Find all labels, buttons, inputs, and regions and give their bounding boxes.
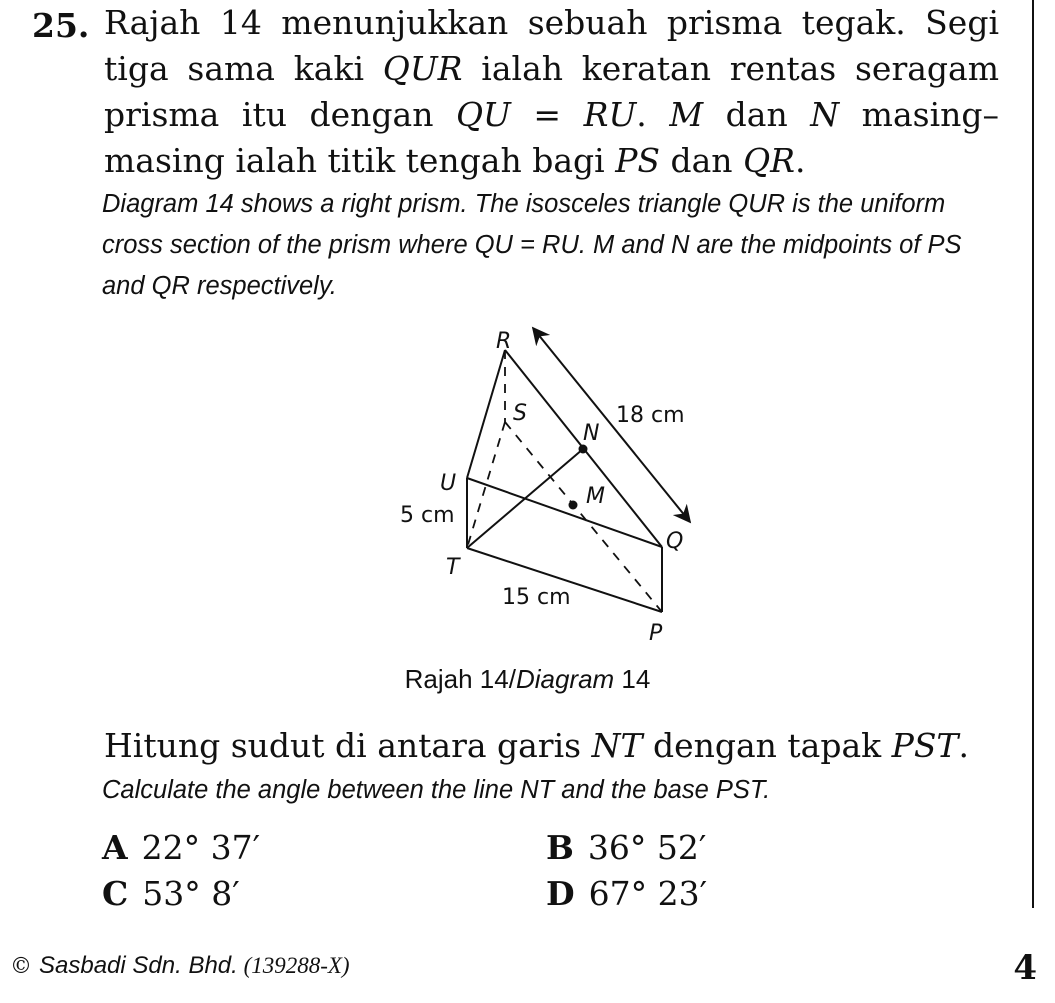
page-margin-rule [1032,0,1034,908]
label-R: R [496,329,512,354]
option-c[interactable] [102,874,240,913]
option-value: 53° 8′ [142,874,240,913]
question-text-malay: Rajah 14 menunjukkan sebuah prisma tegak. Segi tiga sama kaki QUR ialah keratan rentas seragam prisma itu dengan QU = RU. M dan N masing–masing ialah titik tengah bagi PS dan QR. [104,3,999,180]
page-number: 4 [1013,948,1037,988]
point-M-dot [569,501,578,510]
option-value: 67° 23′ [588,874,708,913]
copyright-notice: © Sasbadi Sdn. Bhd. (139288-X) [10,952,350,979]
label-S: S [513,401,527,426]
label-Q: Q [666,529,684,554]
option-letter: C [102,874,129,913]
option-letter: D [546,874,575,913]
label-15cm: 15 cm [502,585,571,610]
option-b[interactable] [546,828,706,867]
option-value: 36° 52′ [587,828,707,867]
question-prompt-english: Calculate the angle between the line NT and the base PST. [102,776,771,804]
label-5cm: 5 cm [400,503,455,528]
option-letter: A [102,828,128,867]
label-U: U [440,471,457,496]
diagram-caption: Rajah 14/Diagram 14 [404,664,651,694]
prism-diagram [380,318,720,658]
question-prompt-malay: Hitung sudut di antara garis NT dengan tapak PST. [104,726,969,765]
label-P: P [649,621,663,646]
option-d[interactable] [546,874,707,913]
edge-UQ [467,478,662,547]
label-T: T [446,555,460,580]
label-18cm: 18 cm [616,403,685,428]
question-text-english: Diagram 14 shows a right prism. The isosceles triangle QUR is the uniform cross section of the prism where QU = RU. M and N are the midpoints of PS and QR respectively. [102,190,962,300]
edge-RU [467,350,505,478]
label-N: N [583,421,600,446]
option-value: 22° 37′ [141,828,261,867]
label-M: M [586,484,605,509]
option-a[interactable] [102,828,260,867]
line-TN [467,449,583,548]
option-letter: B [546,828,574,867]
question-number: 25. [32,6,90,45]
